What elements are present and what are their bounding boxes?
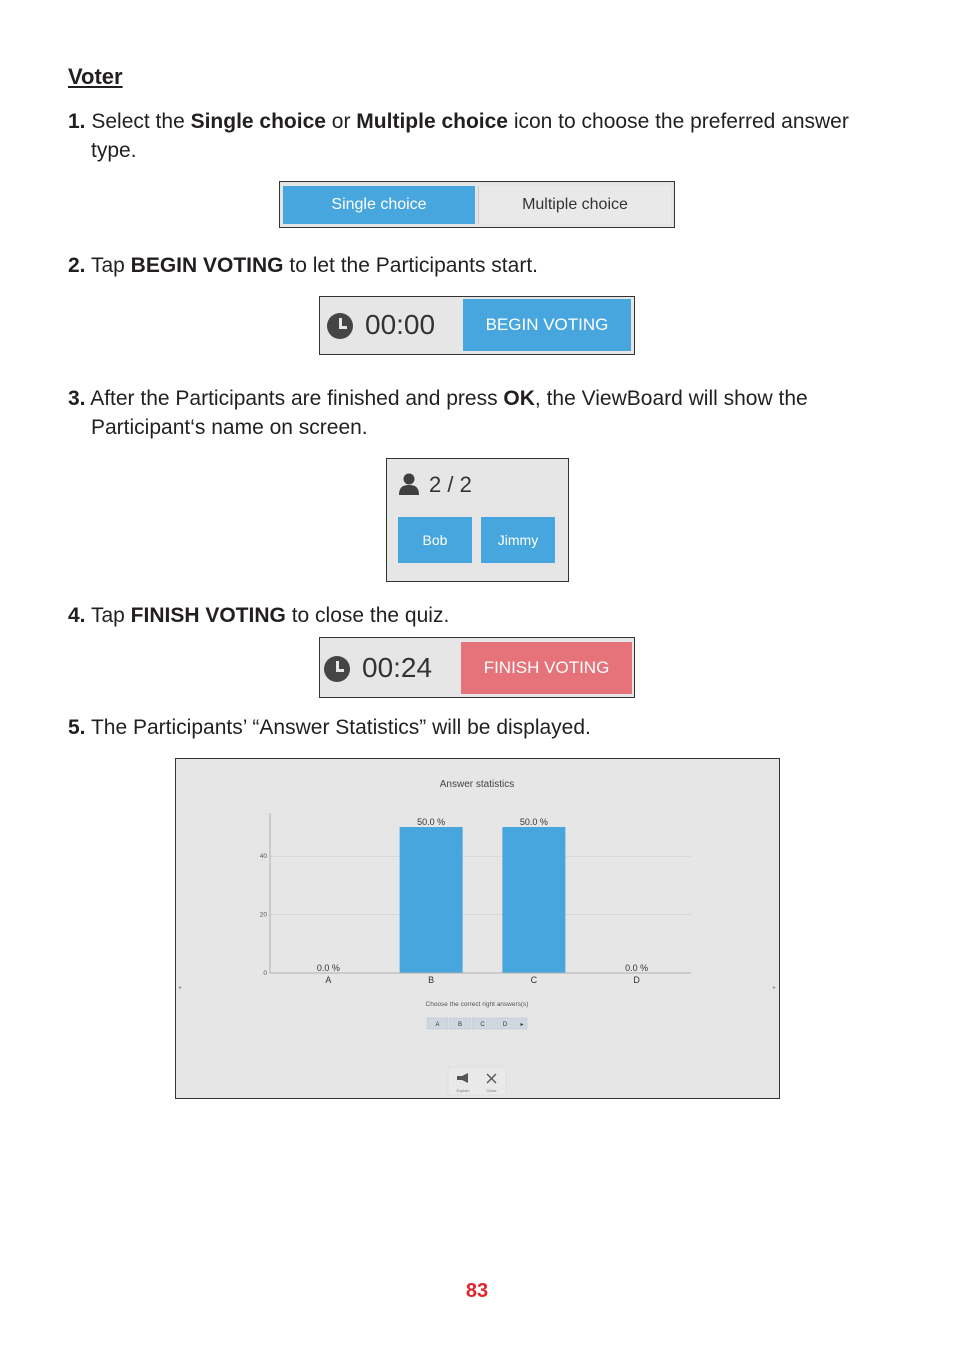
page-number: 83 <box>465 1280 489 1302</box>
answer-type-toggle <box>279 181 675 228</box>
answer-button-label: A <box>435 1022 440 1028</box>
timer-display: 00:00 <box>365 309 436 340</box>
chart-footer-label: Choose the correct right answers(s) <box>425 1001 529 1008</box>
answer-button-label: C <box>480 1022 485 1028</box>
clock-icon <box>327 313 353 339</box>
participant-count: 2 / 2 <box>429 472 472 497</box>
chart-title: Answer statistics <box>439 779 515 790</box>
finish-voting-button[interactable]: FINISH VOTING <box>461 642 632 694</box>
y-tick-label: 20 <box>259 911 267 919</box>
value-label: 0.0 % <box>316 963 340 973</box>
close-label: Close <box>486 1088 497 1093</box>
begin-voting-button[interactable]: BEGIN VOTING <box>463 299 631 351</box>
single-choice-button[interactable]: Single choice <box>283 186 475 224</box>
left-arrow-icon[interactable]: ◂ <box>178 984 182 991</box>
clock-icon <box>324 656 350 682</box>
category-label: D <box>633 975 640 985</box>
bar-c <box>502 827 565 973</box>
category-label: A <box>325 975 332 985</box>
step-5: 5. The Participants’ “Answer Statistics” will be displayed. <box>68 716 591 739</box>
right-arrow-icon[interactable]: ▸ <box>773 984 777 991</box>
explain-label: Explain <box>456 1088 470 1093</box>
bar-b <box>400 827 463 973</box>
answer-button-label: D <box>502 1022 508 1028</box>
step-4: 4. Tap FINISH VOTING to close the quiz. <box>68 604 450 627</box>
participants-panel <box>386 458 569 582</box>
multiple-choice-button[interactable]: Multiple choice <box>478 186 671 224</box>
answer-statistics-chart <box>176 759 779 1098</box>
play-arrow-icon: ▸ <box>520 1021 524 1028</box>
begin-voting-panel <box>319 296 635 355</box>
step-1: 1. Select the Single choice or Multiple choice icon to choose the preferred answer type. <box>68 110 849 162</box>
answer-button-label: B <box>457 1022 463 1028</box>
y-tick-label: 0 <box>263 970 267 977</box>
category-label: C <box>530 975 538 985</box>
step-3: 3. After the Participants are finished and press OK, the ViewBoard will show the Participant‘s name on screen. <box>68 387 808 439</box>
participant-jimmy[interactable]: Jimmy <box>481 517 555 563</box>
category-label: B <box>428 975 435 985</box>
value-label: 50.0 % <box>417 817 446 827</box>
timer-display: 00:24 <box>362 652 433 683</box>
participant-bob[interactable]: Bob <box>398 517 472 563</box>
y-tick-label: 40 <box>259 853 267 861</box>
finish-voting-panel <box>319 637 635 698</box>
answer-statistics-panel <box>175 758 780 1099</box>
section-heading: Voter <box>68 64 123 89</box>
step-2: 2. Tap BEGIN VOTING to let the Participants start. <box>68 254 538 277</box>
value-label: 50.0 % <box>519 817 548 827</box>
user-icon <box>399 473 419 495</box>
value-label: 0.0 % <box>625 963 649 973</box>
